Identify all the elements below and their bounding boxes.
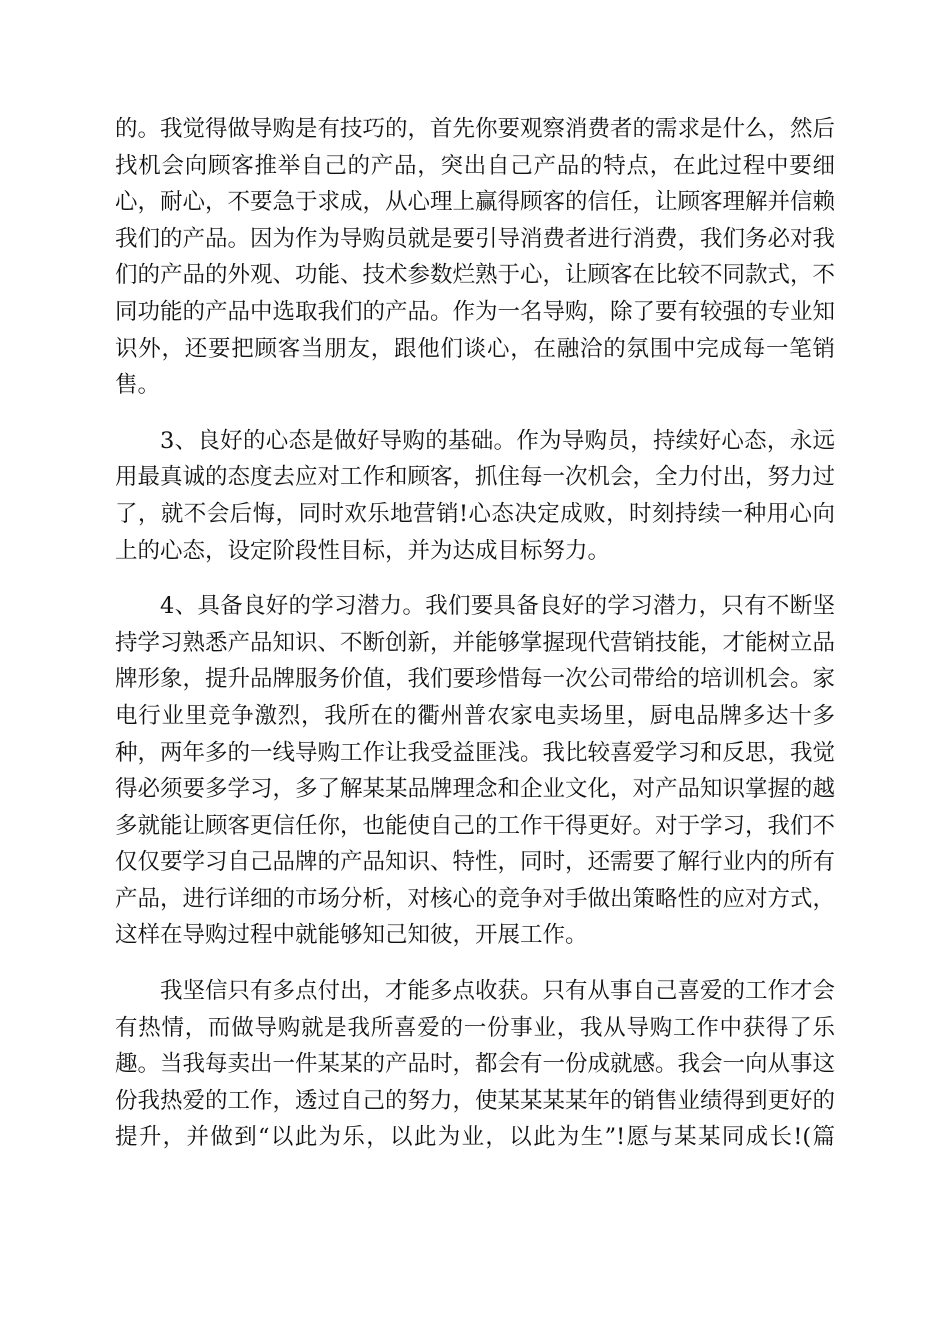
text-line: 产品，进行详细的市场分析，对核心的竞争对手做出策略性的应对方式， <box>115 885 836 912</box>
text-line: 们的产品的外观、功能、技术参数烂熟于心，让顾客在比较不同款式，不 <box>115 262 836 289</box>
paragraph-conclusion <box>115 973 835 1156</box>
text-line: 售。 <box>115 372 161 399</box>
text-line: 有热情，而做导购就是我所喜爱的一份事业，我从导购工作中获得了乐 <box>115 1014 835 1041</box>
paragraph-point-4 <box>115 588 835 954</box>
text-line: 找机会向顾客推举自己的产品，突出自己产品的特点，在此过程中要细 <box>115 152 835 179</box>
text-line: 仅仅要学习自己品牌的产品知识、特性，同时，还需要了解行业内的所有 <box>115 849 836 876</box>
text-line: 多就能让顾客更信任你，也能使自己的工作干得更好。对于学习，我们不 <box>115 812 836 839</box>
text-line: 趣。当我每卖出一件某某的产品时，都会有一份成就感。我会一向从事这 <box>115 1051 836 1078</box>
text-line: 3、良好的心态是做好导购的基础。作为导购员，持续好心态，永远 <box>160 427 835 454</box>
text-line: 用最真诚的态度去应对工作和顾客，抓住每一次机会，全力付出，努力过 <box>115 464 836 491</box>
paragraph-continuation <box>115 111 835 404</box>
text-line: 心，耐心，不要急于求成，从心理上赢得顾客的信任，让顾客理解并信赖 <box>115 189 836 216</box>
text-line: 持学习熟悉产品知识、不断创新，并能够掌握现代营销技能，才能树立品 <box>115 629 836 656</box>
text-line: 识外，还要把顾客当朋友，跟他们谈心，在融洽的氛围中完成每一笔销 <box>115 335 835 362</box>
paragraph-point-3 <box>115 423 835 569</box>
text-line: 同功能的产品中选取我们的产品。作为一名导购，除了要有较强的专业知 <box>115 298 836 325</box>
text-line: 了，就不会后悔，同时欢乐地营销!心态决定成败，时刻持续一种用心向 <box>115 500 835 527</box>
text-line: 这样在导购过程中就能够知己知彼，开展工作。 <box>115 922 588 949</box>
text-line: 的。我觉得做导购是有技巧的，首先你要观察消费者的需求是什么，然后 <box>115 116 836 142</box>
text-line: 电行业里竞争激烈，我所在的衢州普农家电卖场里，厨电品牌多达十多 <box>115 702 835 729</box>
text-line: 牌形象，提升品牌服务价值，我们要珍惜每一次公司带给的培训机会。家 <box>115 666 836 693</box>
text-line: 我们的产品。因为作为导购员就是要引导消费者进行消费，我们务必对我 <box>115 225 836 252</box>
text-line: 上的心态，设定阶段性目标，并为达成目标努力。 <box>115 537 611 564</box>
text-line: 种，两年多的一线导购工作让我受益匪浅。我比较喜爱学习和反思，我觉 <box>115 739 836 766</box>
text-line: 提升，并做到“以此为乐，以此为业，以此为生”!愿与某某同成长!(篇 <box>115 1124 835 1151</box>
document-body <box>115 111 835 1156</box>
text-line: 份我热爱的工作，透过自己的努力，使某某某某年的销售业绩得到更好的 <box>115 1087 836 1114</box>
text-line: 4、具备良好的学习潜力。我们要具备良好的学习潜力，只有不断坚 <box>160 593 835 620</box>
text-line: 我坚信只有多点付出，才能多点收获。只有从事自己喜爱的工作才会 <box>160 978 836 1005</box>
text-line: 得必须要多学习，多了解某某品牌理念和企业文化，对产品知识掌握的越 <box>115 776 836 803</box>
